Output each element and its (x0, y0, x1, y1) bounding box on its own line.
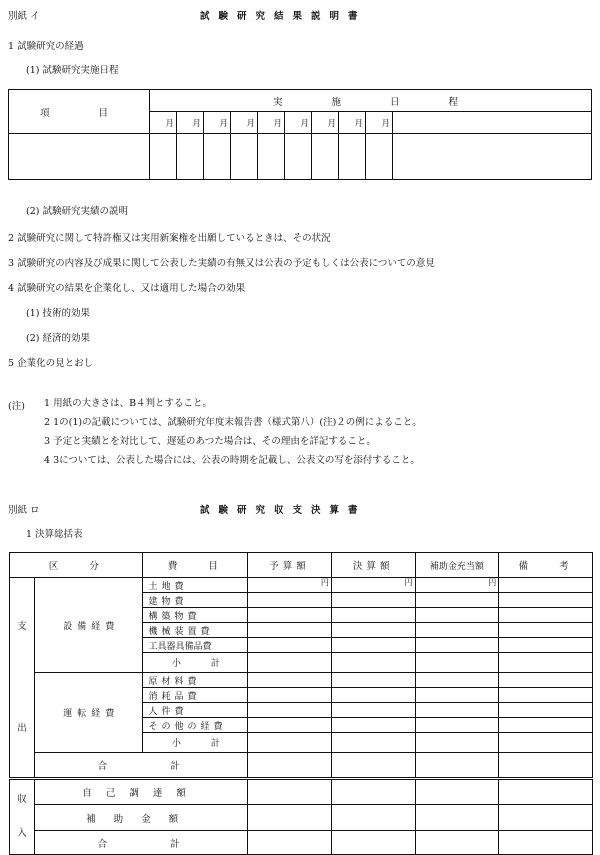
expenditure-total-label: 合 計 (34, 753, 247, 779)
expense-item: その他の経費 (142, 718, 248, 733)
schedule-entry-cell (150, 134, 177, 180)
form-a-label: 別紙 イ (8, 11, 40, 22)
subtotal-label: 小 計 (142, 653, 248, 673)
yen-unit: 円 (331, 578, 415, 593)
income-total-label: 合 計 (34, 831, 247, 855)
expense-item: 土地費 (142, 578, 248, 593)
unten-label: 運転経費 (34, 673, 142, 753)
col-schedule-header: 実 施 日 程 (150, 90, 592, 112)
setsubi-label: 設備経費 (34, 578, 142, 673)
schedule-entry-cell (366, 134, 393, 180)
expenditure-label: 支 出 (10, 578, 35, 779)
schedule-entry-cell (285, 134, 312, 180)
form-b-label: 別紙 ロ (8, 505, 40, 516)
subtotal-label: 小 計 (142, 733, 248, 753)
subsidy-label: 補助金額 (34, 805, 247, 831)
section-4-2-heading: (2) 経済的効果 (26, 333, 90, 344)
schedule-entry-cell (204, 134, 231, 180)
income-label: 収 入 (10, 779, 35, 855)
header-kessan: 決算額 (331, 553, 415, 578)
month-cell-blank (393, 112, 592, 134)
header-kubun: 区 分 (10, 553, 143, 578)
expense-item: 工具器具備品費 (142, 638, 248, 653)
section-5-heading: 5 企業化の見とおし (8, 358, 94, 369)
expense-item: 消耗品費 (142, 688, 248, 703)
form-a-title: 試験研究結果説明書 (200, 11, 367, 22)
expense-item: 人件費 (142, 703, 248, 718)
section-3-heading: 3 試験研究の内容及び成果に関して公表した実績の有無又は公表の予定もしくは公表についての意見 (8, 258, 435, 269)
item-entry-cell (9, 134, 150, 180)
expense-item: 建物費 (142, 593, 248, 608)
budget-summary-table (9, 552, 593, 855)
schedule-entry-cell (312, 134, 339, 180)
schedule-entry-cell (393, 134, 592, 180)
form-b-title: 試験研究収支決算書 (200, 505, 367, 516)
notes-label: (注) (8, 401, 25, 412)
header-biko: 備 考 (499, 553, 593, 578)
expense-item: 構築物費 (142, 608, 248, 623)
month-cell: 月 (339, 112, 366, 134)
month-cell: 月 (177, 112, 204, 134)
note-item: 4 3については、公表した場合には、公表の時期を記載し、公表文の写を添付すること。 (44, 455, 420, 466)
expense-item: 原材料費 (142, 673, 248, 688)
month-cell: 月 (285, 112, 312, 134)
section-1-2-heading: (2) 試験研究実績の説明 (26, 206, 128, 217)
cell (499, 578, 593, 593)
form-b-section-1: 1 決算総括表 (26, 529, 83, 540)
schedule-table (8, 89, 592, 180)
month-cell: 月 (258, 112, 285, 134)
note-item: 1 用紙の大きさは、B４判とすること。 (44, 398, 213, 409)
month-cell: 月 (204, 112, 231, 134)
month-cell: 月 (150, 112, 177, 134)
expense-item: 機械装置費 (142, 623, 248, 638)
note-item: 3 予定と実績とを対比して、遅延のあつた場合は、その理由を詳記すること。 (44, 436, 376, 447)
col-item-header: 項 目 (9, 90, 150, 134)
yen-unit: 円 (415, 578, 499, 593)
section-1-1-heading: (1) 試験研究実施日程 (26, 65, 119, 76)
month-cell: 月 (231, 112, 258, 134)
schedule-entry-cell (177, 134, 204, 180)
yen-unit: 円 (248, 578, 332, 593)
note-item: 2 1の(1)の記載については、試験研究年度末報告書（様式第八）(注)２の例によること。 (44, 417, 422, 428)
header-yosan: 予算額 (248, 553, 332, 578)
self-funded-label: 自己調達額 (34, 779, 247, 805)
section-1-heading: 1 試験研究の経過 (8, 41, 84, 52)
section-4-heading: 4 試験研究の結果を企業化し、又は適用した場合の効果 (8, 283, 246, 294)
schedule-entry-cell (258, 134, 285, 180)
header-himoku: 費 目 (142, 553, 248, 578)
section-4-1-heading: (1) 技術的効果 (26, 308, 90, 319)
section-2-heading: 2 試験研究に関して特許権又は実用新案権を出願しているときは、その状況 (8, 233, 331, 244)
month-cell: 月 (366, 112, 393, 134)
month-cell: 月 (312, 112, 339, 134)
schedule-entry-cell (339, 134, 366, 180)
schedule-entry-cell (231, 134, 258, 180)
header-hojo: 補助金充当額 (415, 553, 499, 578)
